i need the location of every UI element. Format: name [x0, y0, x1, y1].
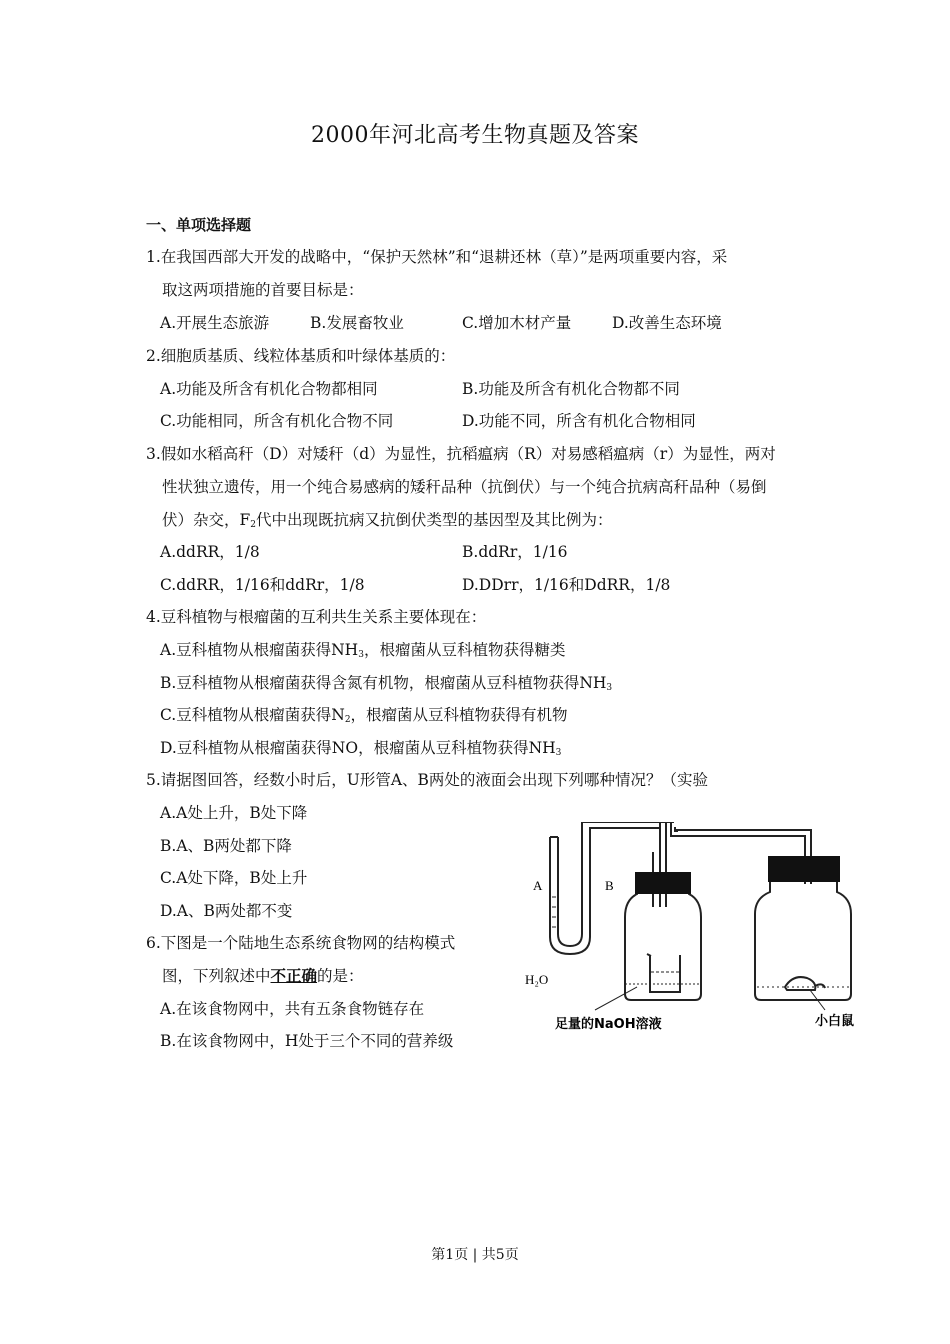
q1-option-a: A.开展生态旅游 [160, 314, 270, 332]
page-title: 2000年河北高考生物真题及答案 [311, 123, 639, 148]
q4-stem: 4.豆科植物与根瘤菌的互利共生关系主要体现在： [146, 608, 487, 626]
q3-stem-line3: 伏）杂交，$F_2$代中出现既抗病又抗倒伏类型的基因型及其比例为： [162, 511, 613, 530]
q2-stem: 2.细胞质基质、线粒体基质和叶绿体基质的： [146, 347, 456, 365]
q3-option-c: C.ddRR，1/16和ddRr，1/8 [160, 576, 365, 594]
q5-stem: 5.请据图回答，经数小时后，U形管A、B两处的液面会出现下列哪种情况？（实验 [146, 771, 708, 789]
label-naoh: 足量的NaOH溶液 [555, 1017, 662, 1032]
q3-stem-line2: 性状独立遗传，用一个纯合易感病的矮秆品种（抗倒伏）与一个纯合抗病高秆品种（易倒 [162, 478, 767, 496]
label-a: A [533, 878, 543, 893]
q4-option-a: A.豆科植物从根瘤菌获得$NH_3$，根瘤菌从豆科植物获得糖类 [160, 641, 566, 660]
q2-option-d: D.功能不同，所含有机化合物相同 [462, 412, 696, 430]
q1-option-d: D.改善生态环境 [612, 314, 722, 332]
q4-option-c: C.豆科植物从根瘤菌获得$N_2$，根瘤菌从豆科植物获得有机物 [160, 706, 568, 725]
q1-stem-line1: 1.在我国西部大开发的战略中，“保护天然林”和“退耕还林（草）”是两项重要内容，采 [146, 248, 728, 266]
q6-stem-line2: 图，下列叙述中不正确的是： [162, 966, 364, 985]
label-mouse: 小白鼠 [815, 1014, 855, 1029]
q3-option-b: B.ddRr，1/16 [462, 543, 568, 561]
q1-stem-line2: 取这两项措施的首要目标是： [162, 281, 364, 299]
q4-option-d: D.豆科植物从根瘤菌获得NO，根瘤菌从豆科植物获得$NH_3$ [160, 739, 562, 758]
q5-option-a: A.A处上升，B处下降 [160, 804, 308, 822]
q6-option-b: B.在该食物网中，H处于三个不同的营养级 [160, 1032, 454, 1050]
q2-option-b: B.功能及所含有机化合物都不同 [462, 380, 680, 398]
label-b: B [605, 878, 614, 893]
q1-option-c: C.增加木材产量 [462, 314, 572, 332]
page-footer: 第1页 | 共5页 [431, 1247, 519, 1263]
experiment-apparatus-figure [525, 822, 870, 1037]
q5-option-d: D.A、B两处都不变 [160, 902, 293, 920]
q4-option-b: B.豆科植物从根瘤菌获得含氮有机物，根瘤菌从豆科植物获得$NH_3$ [160, 674, 613, 693]
q5-option-b: B.A、B两处都下降 [160, 837, 292, 855]
q2-option-c: C.功能相同，所含有机化合物不同 [160, 412, 394, 430]
label-h2o: H₂O [525, 972, 549, 987]
q3-stem-line1: 3.假如水稻高秆（D）对矮秆（d）为显性，抗稻瘟病（R）对易感稻瘟病（r）为显性，两对 [146, 445, 776, 463]
q6-option-a: A.在该食物网中，共有五条食物链存在 [160, 1000, 425, 1018]
q6-stem-line1: 6.下图是一个陆地生态系统食物网的结构模式 [146, 934, 456, 952]
q1-option-b: B.发展畜牧业 [310, 314, 404, 332]
section-heading: 一、单项选择题 [146, 216, 252, 234]
q2-option-a: A.功能及所含有机化合物都相同 [160, 380, 378, 398]
q5-option-c: C.A处下降，B处上升 [160, 869, 308, 887]
q3-option-a: A.ddRR，1/8 [160, 543, 260, 561]
q3-option-d: D.DDrr，1/16和DdRR，1/8 [462, 576, 671, 594]
